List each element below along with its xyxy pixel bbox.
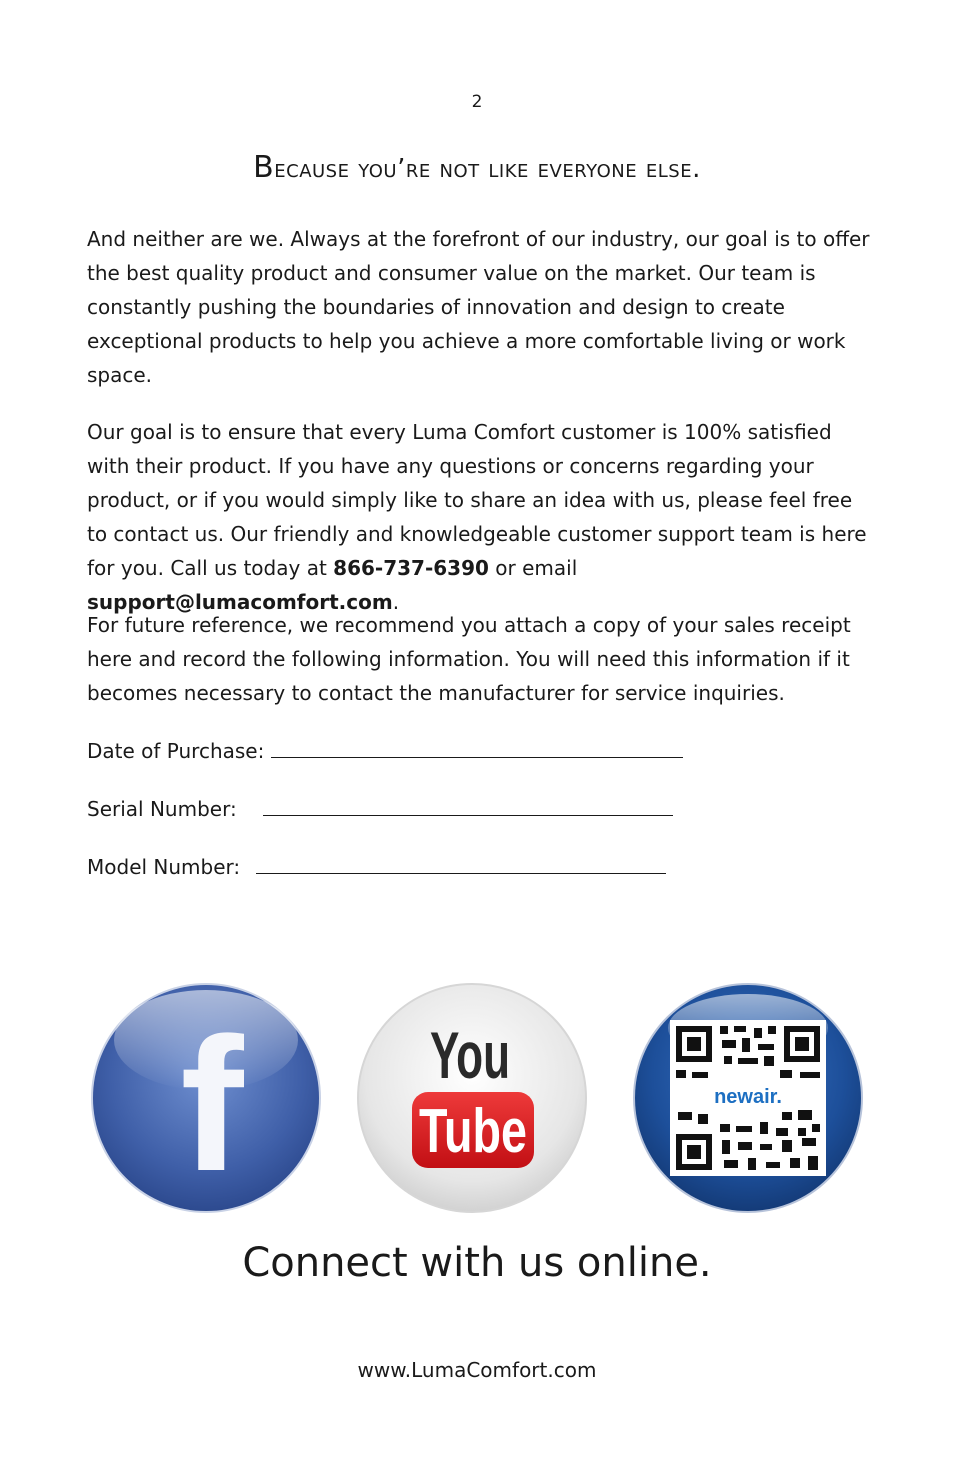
- connect-heading: Connect with us online.: [242, 1240, 712, 1286]
- serial-number-row: [87, 794, 673, 824]
- support-email: support@lumacomfort.com: [87, 590, 393, 614]
- support-text-mid: or email: [488, 556, 578, 580]
- date-of-purchase-blank: [271, 737, 683, 758]
- youtube-you-text: You: [430, 1018, 510, 1092]
- serial-number-blank: [263, 795, 673, 816]
- model-number-label: Model Number:: [87, 855, 241, 879]
- support-paragraph: [87, 415, 877, 619]
- title-first-letter: B: [253, 150, 275, 185]
- facebook-icon[interactable]: [88, 980, 324, 1216]
- support-text-start: Our goal is to ensure that every Luma Comfort customer is 100% satisfied with their product. If you have any questions or concerns regarding your product, or if you would simply like to share an idea with us, please feel free to contact us. Our friendly and knowledgeable customer support team is here for you. Call us today at: [87, 420, 867, 580]
- model-number-row: [87, 852, 666, 882]
- intro-paragraph: And neither are we. Always at the forefront of our industry, our goal is to offer the best quality product and consumer value on the market. Our team is constantly pushing the boundaries of innovation and design to create exceptional products to help you achieve a more comfortable living or work space.: [87, 227, 870, 387]
- qr-brand-text: newair.: [714, 1086, 782, 1108]
- phone-number: 866-737-6390: [333, 556, 489, 580]
- date-of-purchase-row: [87, 736, 683, 766]
- youtube-icon[interactable]: [354, 980, 590, 1216]
- reference-paragraph: For future reference, we recommend you attach a copy of your sales receipt here and record the following information. You will need this information if it becomes necessary to contact the manufacturer for service inquiries.: [87, 613, 851, 705]
- website-link[interactable]: www.LumaComfort.com: [357, 1358, 597, 1382]
- youtube-tube-text: Tube: [419, 1097, 527, 1166]
- date-of-purchase-label: Date of Purchase:: [87, 739, 271, 763]
- serial-number-label: Serial Number:: [87, 797, 237, 821]
- page-title: [0, 150, 954, 185]
- model-number-blank: [256, 853, 666, 874]
- qr-code-icon[interactable]: [630, 980, 866, 1216]
- facebook-letter: f: [180, 999, 244, 1211]
- page-number: 2: [471, 92, 483, 112]
- title-rest: ecause you’re not like everyone else.: [274, 154, 701, 184]
- support-text-end: .: [392, 590, 400, 614]
